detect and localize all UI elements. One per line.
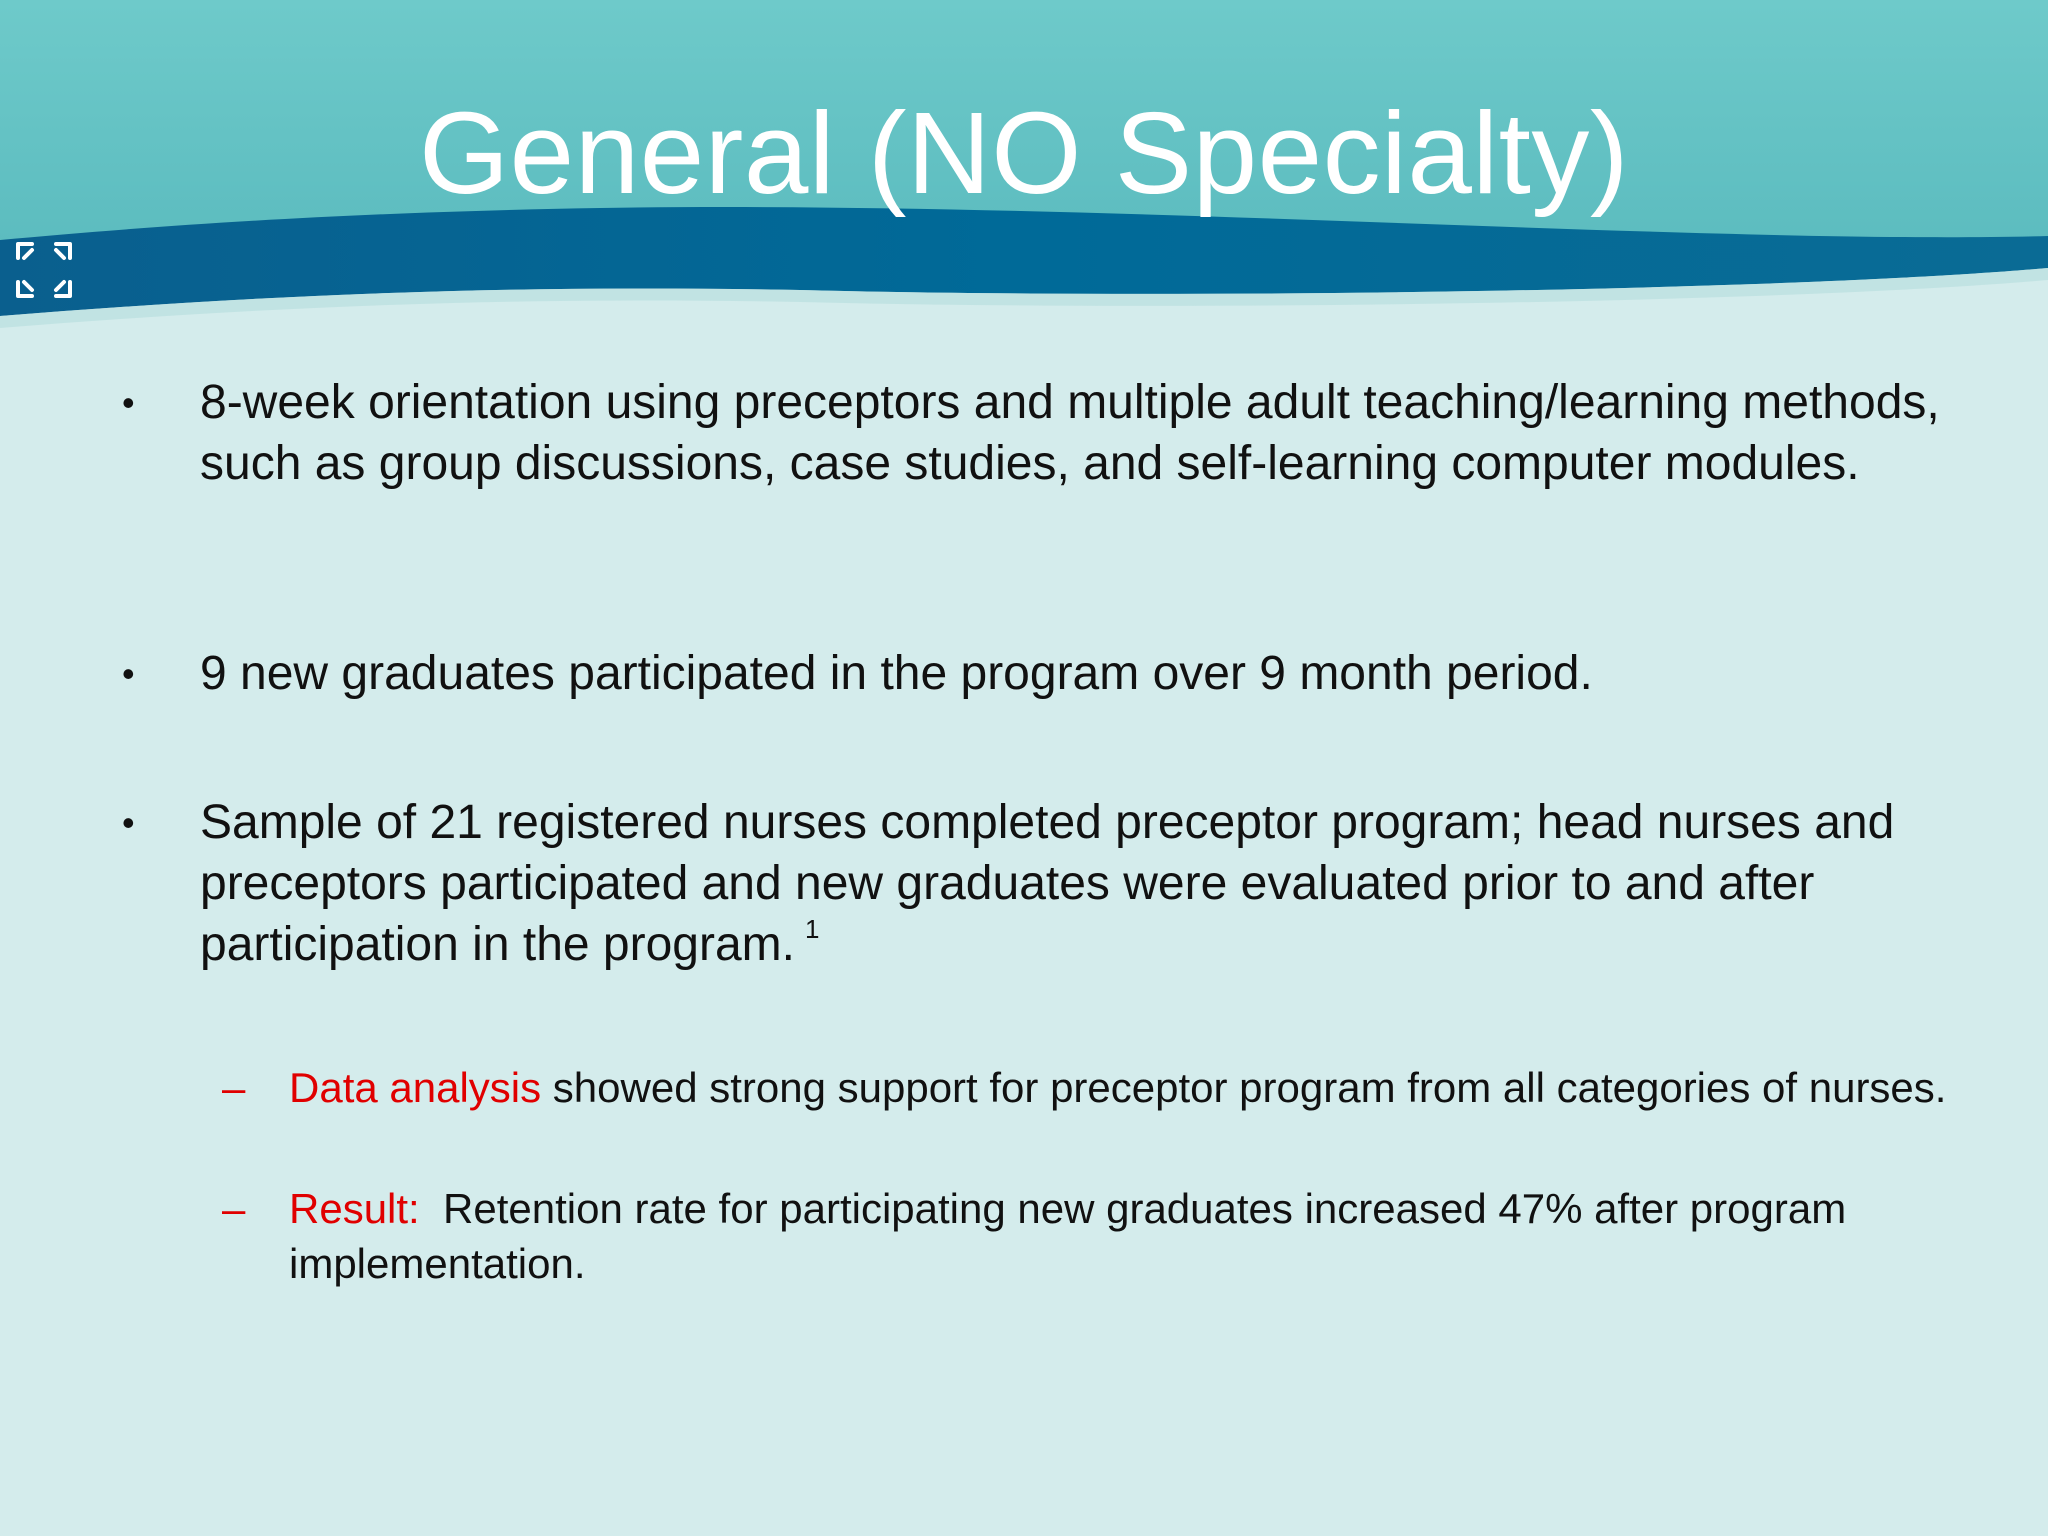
bullet-item-orientation: 8-week orientation using preceptors and multiple adult teaching/learning methods, such as group discussions, case studies, and self-learning computer modules.	[200, 376, 1940, 490]
sub-bullet-label: Result:	[289, 1185, 420, 1232]
sub-bullet-data-analysis	[289, 1060, 2009, 1115]
bullet-marker: •	[122, 653, 135, 694]
footnote-reference: 1	[804, 914, 820, 944]
bullet-item-sample	[200, 792, 1960, 975]
bullet-text: Sample of 21 registered nurses completed preceptor program; head nurses and preceptors participated and new graduates were evaluated prior to and after participation in the program.	[200, 796, 1895, 971]
sub-bullet-result	[289, 1181, 2009, 1291]
sub-bullet-text: Retention rate for participating new graduates increased 47% after program implementation.	[289, 1185, 1858, 1287]
sub-bullet-label: Data analysis	[289, 1064, 542, 1111]
bullet-marker: •	[122, 382, 135, 423]
sub-bullet-marker: –	[222, 1064, 246, 1111]
sub-bullet-text: showed strong support for preceptor program from all categories of nurses.	[541, 1064, 1947, 1111]
slide-title: General (NO Specialty)	[418, 88, 1630, 218]
bullet-item-graduates: 9 new graduates participated in the program over 9 month period.	[200, 647, 1593, 700]
sub-bullet-marker: –	[222, 1185, 246, 1232]
bullet-marker: •	[122, 802, 135, 843]
